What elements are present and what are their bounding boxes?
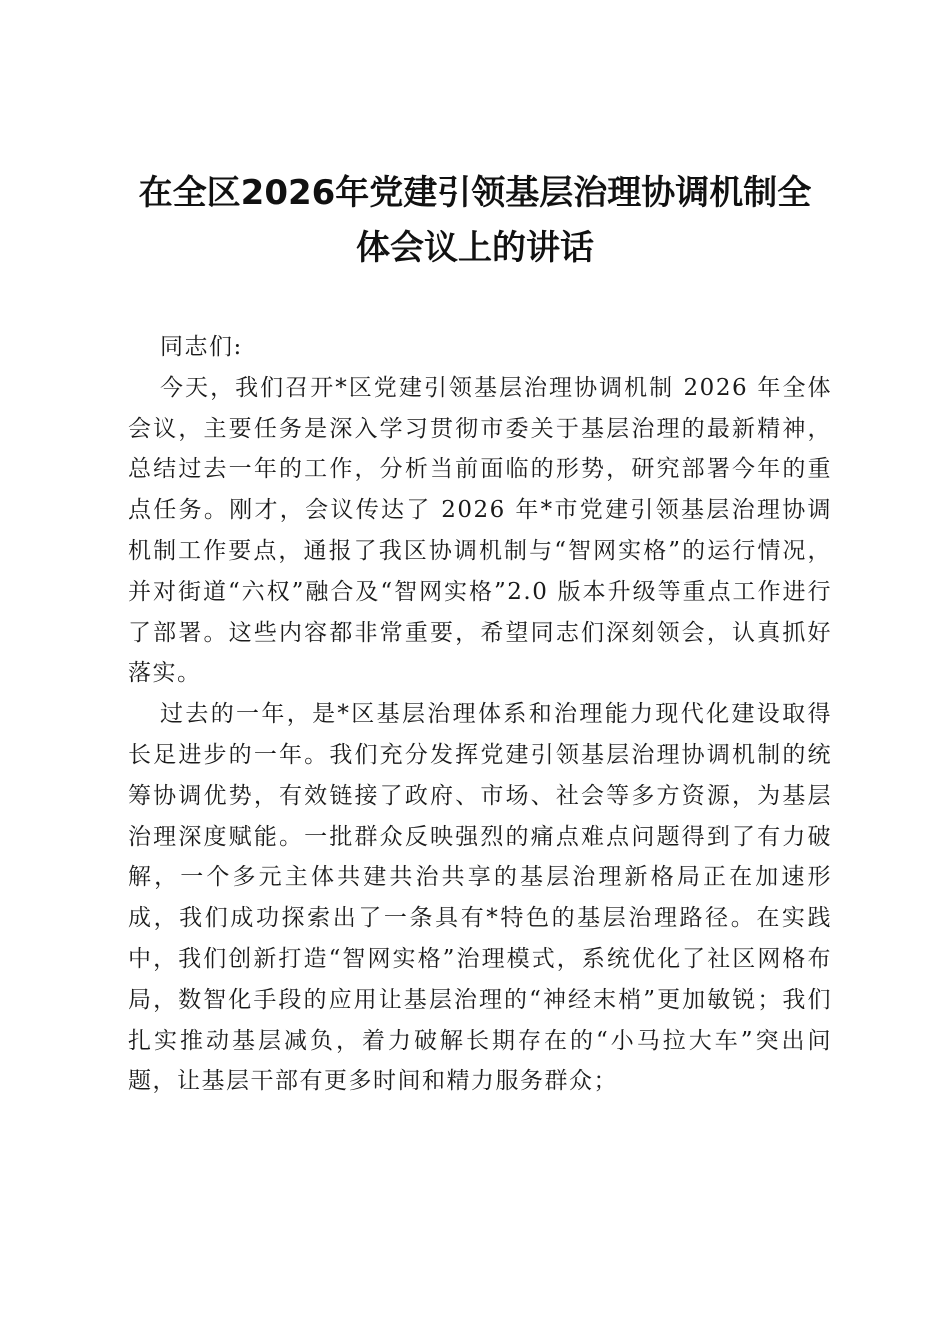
paragraph-2: 过去的一年，是*区基层治理体系和治理能力现代化建设取得长足进步的一年。我们充分发挥党建引领基层治理协调机制的统筹协调优势，有效链接了政府、市场、社会等多方资源，为基层治理深度赋能。一批群众反映强烈的痛点难点问题得到了有力破解，一个多元主体共建共治共享的基层治理新格局正在加速形成，我们成功探索出了一条具有*特色的基层治理路径。在实践中，我们创新打造“智网实格”治理模式，系统优化了社区网格布局，数智化手段的应用让基层治理的“神经末梢”更加敏锐；我们扎实推动基层减负，着力破解长期存在的“小马拉大车”突出问题，让基层干部有更多时间和精力服务群众；: [128, 701, 832, 1095]
document-title: [100, 166, 850, 276]
greeting: 同志们:: [160, 334, 243, 360]
document-body: [128, 327, 832, 1102]
paragraph-1: 今天，我们召开*区党建引领基层治理协调机制 2026 年全体会议，主要任务是深入学习贯彻市委关于基层治理的最新精神，总结过去一年的工作，分析当前面临的形势，研究部署今年的重点任务。刚才，会议传达了 2026 年*市党建引领基层治理协调机制工作要点，通报了我区协调机制与“智网实格”的运行情况，并对街道“六权”融合及“智网实格”2.0 版本升级等重点工作进行了部署。这些内容都非常重要，希望同志们深刻领会，认真抓好落实。: [128, 374, 832, 687]
title-line-1: 在全区2026年党建引领基层治理协调机制全: [138, 173, 812, 213]
title-line-2: 体会议上的讲话: [356, 228, 594, 268]
